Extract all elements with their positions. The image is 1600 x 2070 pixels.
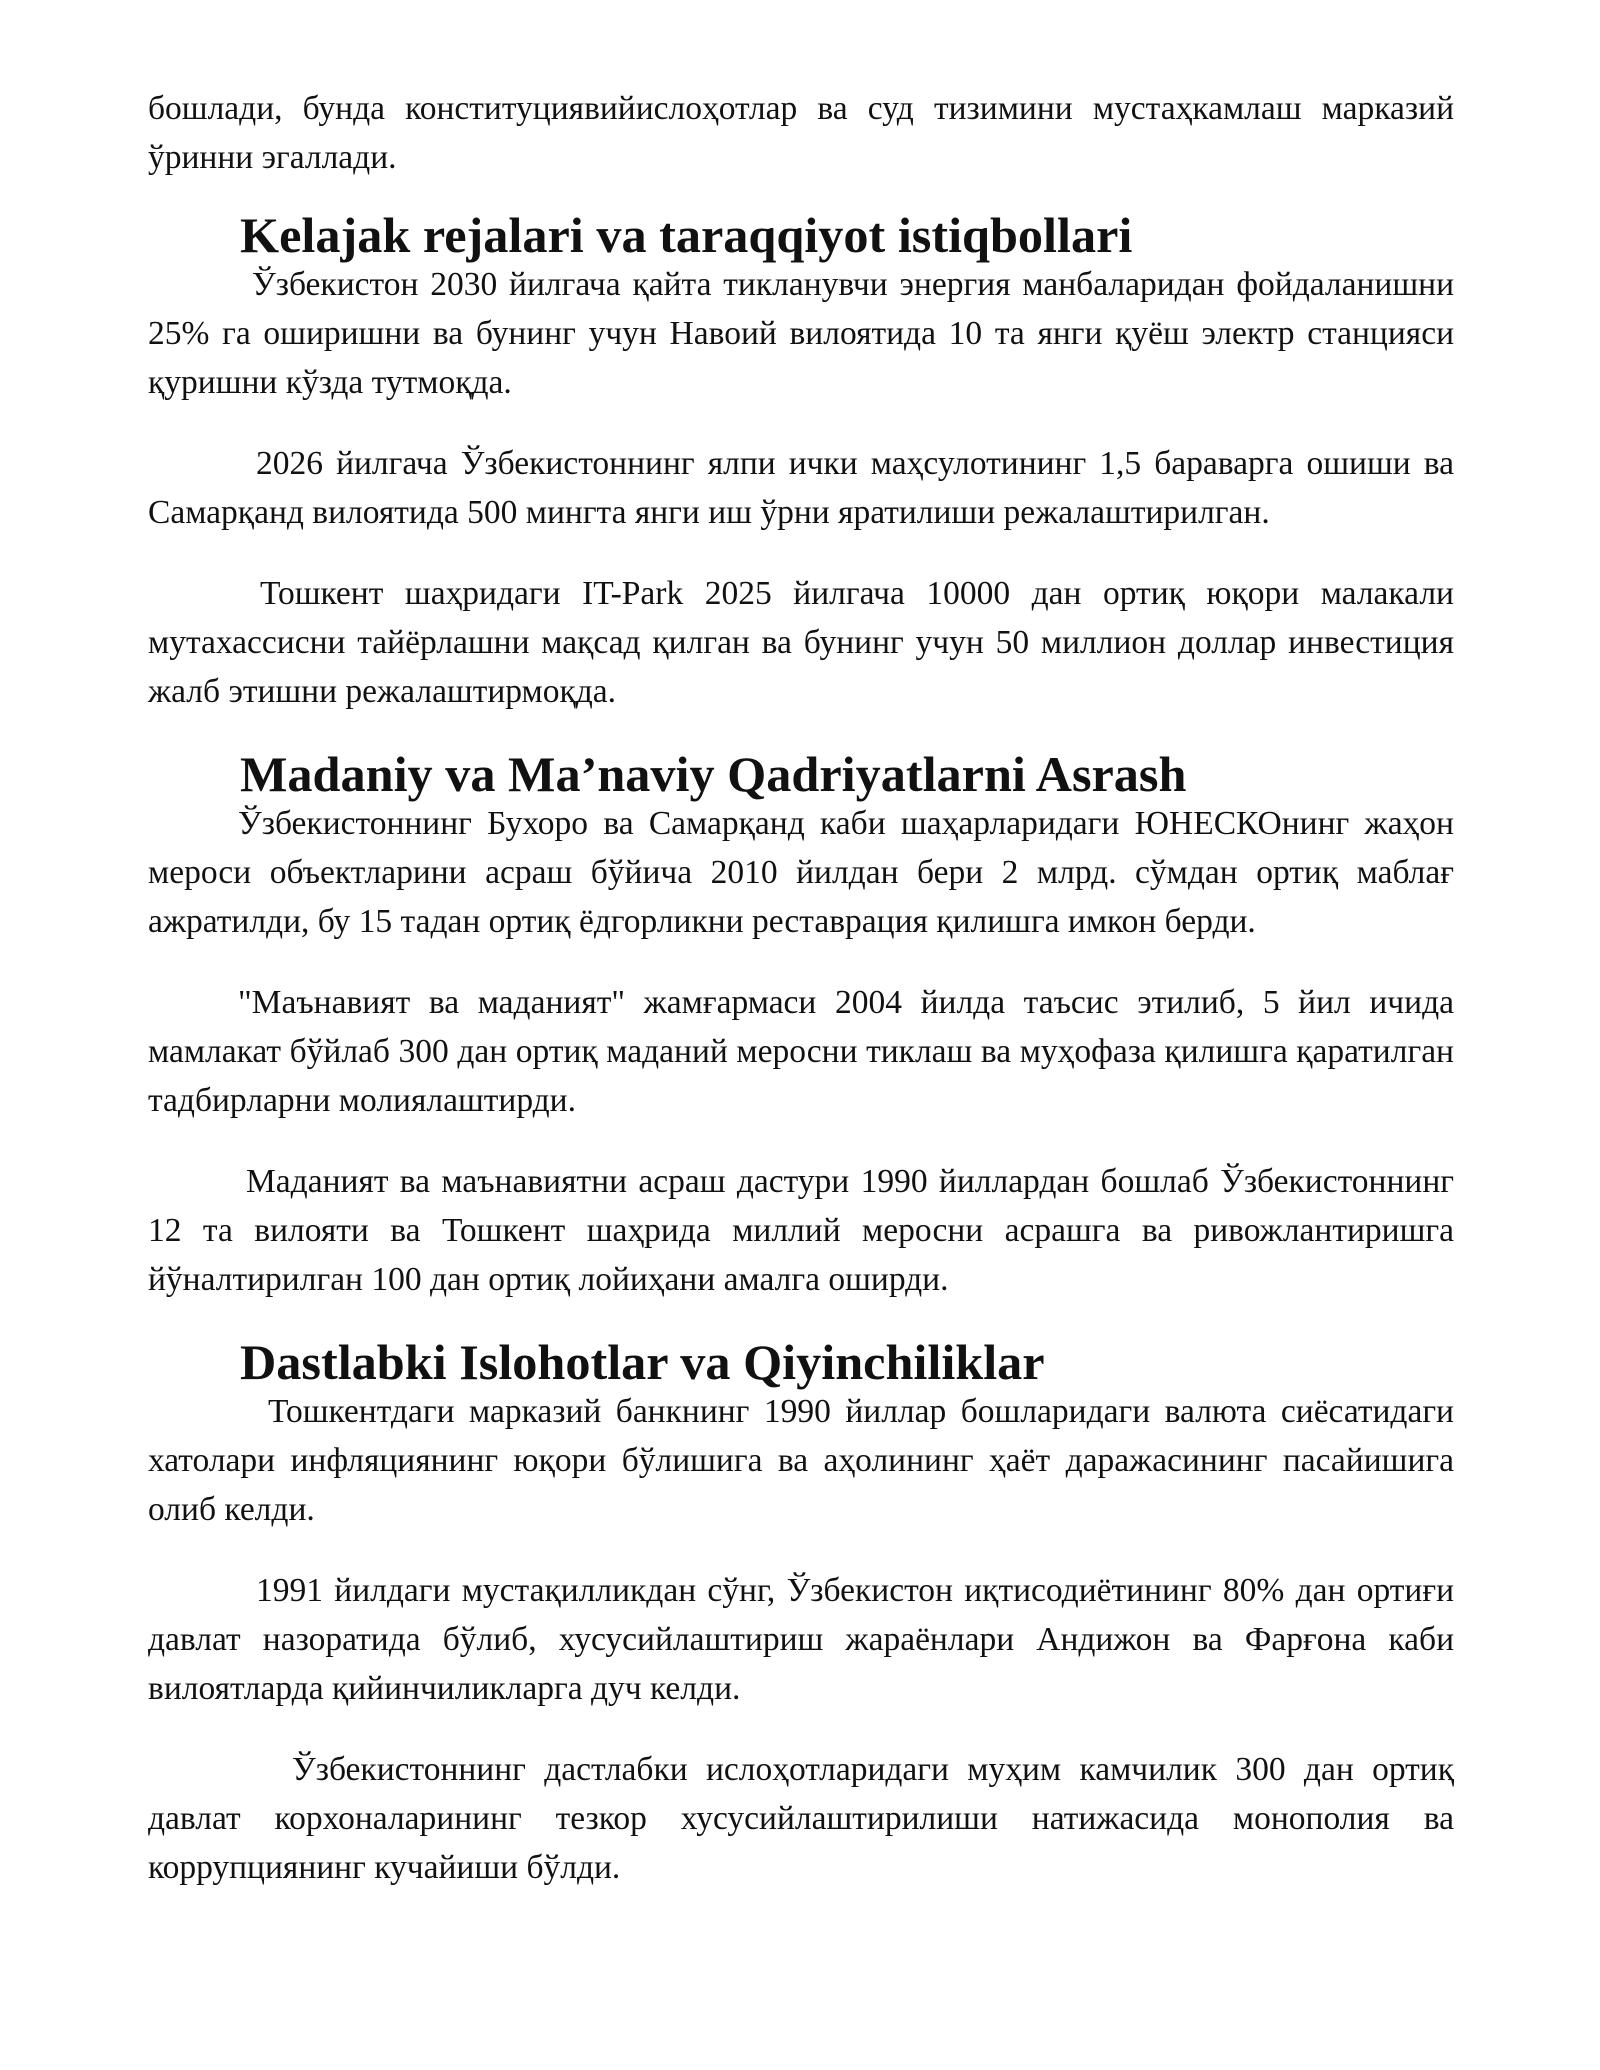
paragraph-heritage-program: Маданият ва маънавиятни асраш дастури 1990 йиллардан бошлаб Ўзбекистоннинг 12 та вилояти ва Тошкент шаҳрида миллий меросни асрашга ва ривожлантиришга йўналтирилган 100 дан ортиқ лойиҳани амалга оширди. — [148, 1163, 1454, 1298]
paragraph-it-park: Тошкент шаҳридаги IT-Park 2025 йилгача 10000 дан ортиқ юқори малакали мутахассисни тайёрлашни мақсад қилган ва бунинг учун 50 миллион доллар инвестиция жалб этишни режалаштирмоқда. — [148, 575, 1454, 710]
section-heading-future-plans: Kelajak rejalari va taraqqiyot istiqbollari — [240, 207, 1133, 263]
intro-paragraph: бошлади, бунда конституциявийислоҳотлар ва суд тизимини мустаҳкамлаш марказий ўринни эгаллади. — [148, 90, 1454, 176]
paragraph-gdp-growth: 2026 йилгача Ўзбекистоннинг ялпи ички маҳсулотининг 1,5 бараварга ошиши ва Самарқанд вилоятида 500 мингта янги иш ўрни яратилиши режалаштирилган. — [148, 445, 1454, 531]
paragraph-unesco-heritage: Ўзбекистоннинг Бухоро ва Самарқанд каби шаҳарларидаги ЮНЕСКОнинг жаҳон мероси объектларини асраш бўйича 2010 йилдан бери 2 млрд. сўмдан ортиқ маблағ ажратилди, бу 15 тадан ортиқ ёдгорликни реставрация қилишга имкон берди. — [148, 805, 1454, 940]
document-page — [148, 84, 1454, 1892]
paragraph-central-bank: Тошкентдаги марказий банкнинг 1990 йиллар бошларидаги валюта сиёсатидаги хатолари инфляциянинг юқори бўлишига ва аҳолининг ҳаёт даражасининг пасайишига олиб келди. — [148, 1393, 1454, 1528]
paragraph-monopoly-corruption: Ўзбекистоннинг дастлабки ислоҳотларидаги муҳим камчилик 300 дан ортиқ давлат корхоналарининг тезкор хусусийлаштирилиши натижасида монополия ва коррупциянинг кучайиши бўлди. — [148, 1751, 1454, 1886]
paragraph-culture-fund: "Маънавият ва маданият" жамғармаси 2004 йилда таъсис этилиб, 5 йил ичида мамлакат бўйлаб 300 дан ортиқ маданий меросни тиклаш ва муҳофаза қилишга қаратилган тадбирларни молиялаштирди. — [148, 984, 1454, 1119]
paragraph-renewable-energy: Ўзбекистон 2030 йилгача қайта тикланувчи энергия манбаларидан фойдаланишни 25% га оширишни ва бунинг учун Навоий вилоятида 10 та янги қуёш электр станцияси қуришни кўзда тутмоқда. — [148, 266, 1454, 401]
section-heading-early-reforms: Dastlabki Islohotlar va Qiyinchiliklar — [240, 1334, 1045, 1390]
section-heading-cultural-values: Madaniy va Ma’naviy Qadriyatlarni Asrash — [240, 746, 1187, 802]
paragraph-privatization: 1991 йилдаги мустақилликдан сўнг, Ўзбекистон иқтисодиётининг 80% дан ортиғи давлат назоратида бўлиб, хусусийлаштириш жараёнлари Андижон ва Фарғона каби вилоятларда қийинчиликларга дуч келди. — [148, 1572, 1454, 1707]
